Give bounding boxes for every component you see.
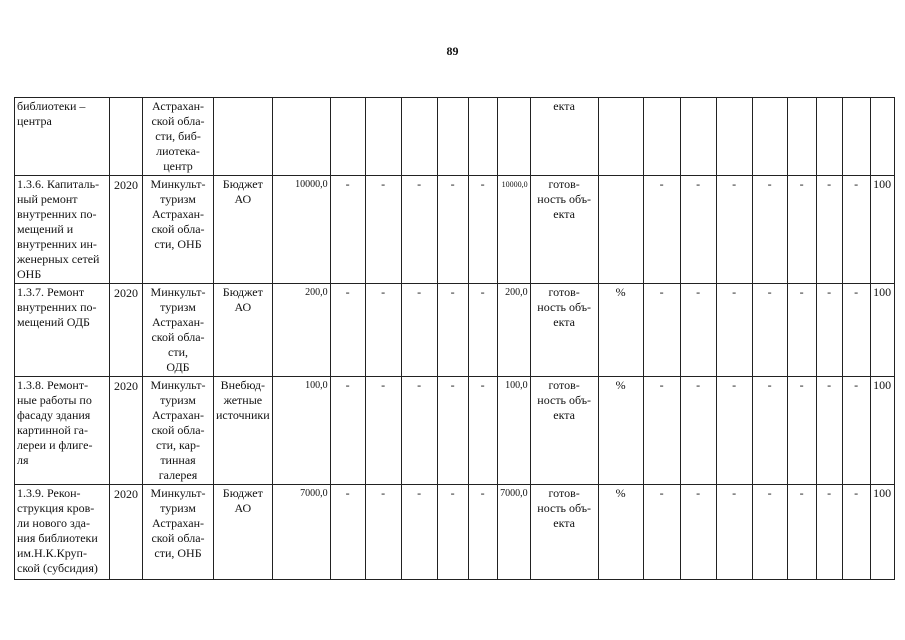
row-year5-cell: - [468, 284, 497, 377]
row-year3-cell: - [401, 176, 437, 284]
row-source-cell: Бюджет АО [214, 176, 273, 284]
row-year3-cell: - [401, 284, 437, 377]
row-year4-cell: - [437, 485, 468, 580]
row-final-value-cell: 100 [870, 176, 894, 284]
row-target1-cell: - [643, 485, 680, 580]
row-target1-cell [643, 98, 680, 176]
row-target5-cell [787, 98, 816, 176]
row-target2-cell: - [680, 485, 716, 580]
row-executor-cell: Астрахан- ской обла- сти, биб- лиотека- центр [143, 98, 214, 176]
row-source-cell: Бюджет АО [214, 485, 273, 580]
row-target2-cell: - [680, 176, 716, 284]
row-year4-cell: - [437, 176, 468, 284]
row-target1-cell: - [643, 377, 680, 485]
row-name-cell: библиотеки – центра [15, 98, 110, 176]
row-year2-cell [365, 98, 401, 176]
row-target2-cell: - [680, 284, 716, 377]
row-year5-cell: - [468, 485, 497, 580]
row-target7-cell: - [842, 377, 870, 485]
row-target3-cell [716, 98, 752, 176]
row-target6-cell: - [816, 377, 842, 485]
row-unit-cell: % [598, 284, 643, 377]
row-year1-cell: - [330, 485, 365, 580]
row-year6-cell: 200,0 [497, 284, 530, 377]
row-target5-cell: - [787, 377, 816, 485]
row-sum-cell: 7000,0 [272, 485, 330, 580]
row-target4-cell: - [752, 485, 787, 580]
row-target7-cell: - [842, 485, 870, 580]
row-year5-cell: - [468, 377, 497, 485]
row-final-value-cell: 100 [870, 284, 894, 377]
row-target4-cell: - [752, 377, 787, 485]
table-row [15, 284, 895, 377]
row-indicator-cell: готов- ность объ- екта [530, 485, 598, 580]
row-target1-cell: - [643, 284, 680, 377]
row-source-cell: Бюджет АО [214, 284, 273, 377]
row-year1-cell: - [330, 176, 365, 284]
row-source-cell: Внебюд- жетные источники [214, 377, 273, 485]
row-sum-cell: 200,0 [272, 284, 330, 377]
row-name-cell: 1.3.8. Ремонт- ные работы по фасаду здания картинной га- лереи и флиге- ля [15, 377, 110, 485]
row-year2-cell: - [365, 284, 401, 377]
row-indicator-cell: готов- ность объ- екта [530, 176, 598, 284]
row-sum-cell [272, 98, 330, 176]
row-name-cell: 1.3.7. Ремонт внутренних по- мещений ОДБ [15, 284, 110, 377]
row-year6-cell: 7000,0 [497, 485, 530, 580]
row-target1-cell: - [643, 176, 680, 284]
row-unit-cell [598, 98, 643, 176]
row-year1-cell: - [330, 284, 365, 377]
row-source-cell [214, 98, 273, 176]
row-year-cell: 2020 [110, 377, 143, 485]
row-target5-cell: - [787, 284, 816, 377]
row-year6-cell: 100,0 [497, 377, 530, 485]
row-target2-cell: - [680, 377, 716, 485]
row-year5-cell: - [468, 176, 497, 284]
row-year4-cell: - [437, 284, 468, 377]
row-executor-cell: Минкульт- туризм Астрахан- ской обла- сти, ОДБ [143, 284, 214, 377]
row-target5-cell: - [787, 485, 816, 580]
row-year6-cell: 10000,0 [497, 176, 530, 284]
page-number: 89 [446, 44, 459, 58]
row-year2-cell: - [365, 377, 401, 485]
row-year6-cell [497, 98, 530, 176]
row-sum-cell: 100,0 [272, 377, 330, 485]
row-final-value-cell [870, 98, 894, 176]
row-indicator-cell: готов- ность объ- екта [530, 377, 598, 485]
row-year3-cell [401, 98, 437, 176]
row-indicator-cell: екта [530, 98, 598, 176]
row-target7-cell [842, 98, 870, 176]
row-executor-cell: Минкульт- туризм Астрахан- ской обла- сти, кар- тинная галерея [143, 377, 214, 485]
row-year1-cell [330, 98, 365, 176]
row-target3-cell: - [716, 377, 752, 485]
row-unit-cell: % [598, 485, 643, 580]
row-year-cell: 2020 [110, 284, 143, 377]
row-year-cell [110, 98, 143, 176]
row-year4-cell: - [437, 377, 468, 485]
row-final-value-cell: 100 [870, 485, 894, 580]
row-target3-cell: - [716, 176, 752, 284]
row-year3-cell: - [401, 377, 437, 485]
row-target3-cell: - [716, 284, 752, 377]
row-target4-cell: - [752, 176, 787, 284]
row-executor-cell: Минкульт- туризм Астрахан- ской обла- сти, ОНБ [143, 485, 214, 580]
table-row [15, 98, 895, 176]
row-sum-cell: 10000,0 [272, 176, 330, 284]
row-target5-cell: - [787, 176, 816, 284]
row-final-value-cell: 100 [870, 377, 894, 485]
program-table [14, 97, 895, 580]
row-target6-cell: - [816, 485, 842, 580]
row-year2-cell: - [365, 485, 401, 580]
row-year4-cell [437, 98, 468, 176]
row-target6-cell [816, 98, 842, 176]
table-row [15, 485, 895, 580]
row-year2-cell: - [365, 176, 401, 284]
row-indicator-cell: готов- ность объ- екта [530, 284, 598, 377]
table-row [15, 176, 895, 284]
row-year1-cell: - [330, 377, 365, 485]
row-name-cell: 1.3.9. Рекон- струкция кров- ли нового зда- ния библиотеки им.Н.К.Круп- ской (субсидия) [15, 485, 110, 580]
row-unit-cell [598, 176, 643, 284]
row-target6-cell: - [816, 176, 842, 284]
row-year-cell: 2020 [110, 176, 143, 284]
row-target2-cell [680, 98, 716, 176]
row-target4-cell [752, 98, 787, 176]
row-target6-cell: - [816, 284, 842, 377]
row-year5-cell [468, 98, 497, 176]
row-target4-cell: - [752, 284, 787, 377]
row-target7-cell: - [842, 176, 870, 284]
row-year-cell: 2020 [110, 485, 143, 580]
row-target3-cell: - [716, 485, 752, 580]
row-target7-cell: - [842, 284, 870, 377]
row-year3-cell: - [401, 485, 437, 580]
table-row [15, 377, 895, 485]
row-name-cell: 1.3.6. Капиталь- ный ремонт внутренних по- мещений и внутренних ин- женерных сетей ОНБ [15, 176, 110, 284]
row-unit-cell: % [598, 377, 643, 485]
row-executor-cell: Минкульт- туризм Астрахан- ской обла- сти, ОНБ [143, 176, 214, 284]
